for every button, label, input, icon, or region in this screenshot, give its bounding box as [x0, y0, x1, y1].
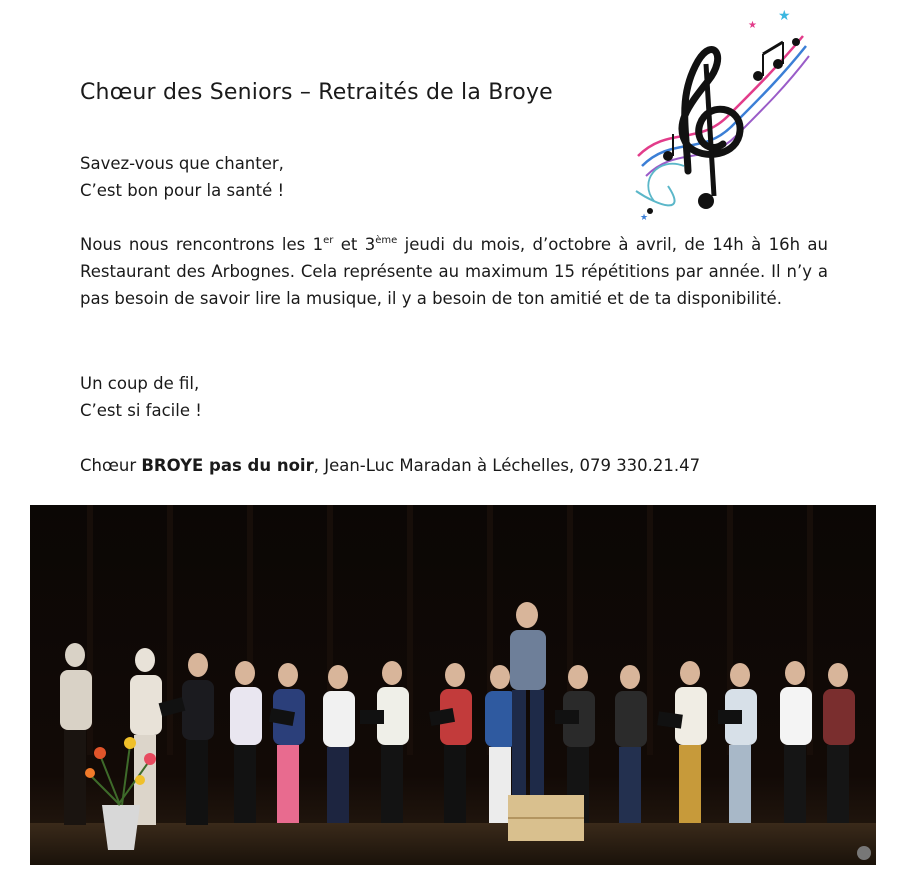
choir-name: BROYE pas du noir	[141, 456, 314, 475]
meeting-text-part-1: Nous nous rencontrons les 1	[80, 235, 324, 254]
call-line-2: C’est si facile !	[80, 401, 202, 420]
intro-text	[80, 150, 828, 204]
meeting-paragraph	[80, 231, 828, 312]
meeting-text-part-3: jeudi du mois, d’octobre à avril, de 14h à 16h au Restaurant des Arbognes. Cela représente au maximum 15 répétitions par année. Il n’y a pas besoin de savoir lire la musique, il y a besoin de ton amitié et de ta disponibilité.	[80, 235, 828, 308]
call-line-1: Un coup de fil,	[80, 374, 200, 393]
superscript-first: er	[323, 234, 334, 246]
svg-text:★: ★	[748, 20, 757, 31]
svg-text:★: ★	[640, 213, 649, 223]
svg-text:★: ★	[778, 8, 791, 24]
call-text	[80, 370, 828, 424]
intro-line-1: Savez-vous que chanter,	[80, 154, 284, 173]
meeting-text-part-2: et 3	[333, 235, 376, 254]
choir-stage-photo	[30, 505, 876, 865]
page-title: Chœur des Seniors – Retraités de la Broye	[80, 80, 553, 105]
contact-prefix: Chœur	[80, 456, 142, 475]
intro-line-2: C’est bon pour la santé !	[80, 181, 285, 200]
contact-details: , Jean-Luc Maradan à Léchelles, 079 330.21.47	[313, 456, 701, 475]
superscript-third: ème	[375, 234, 398, 246]
contact-line	[80, 452, 828, 479]
